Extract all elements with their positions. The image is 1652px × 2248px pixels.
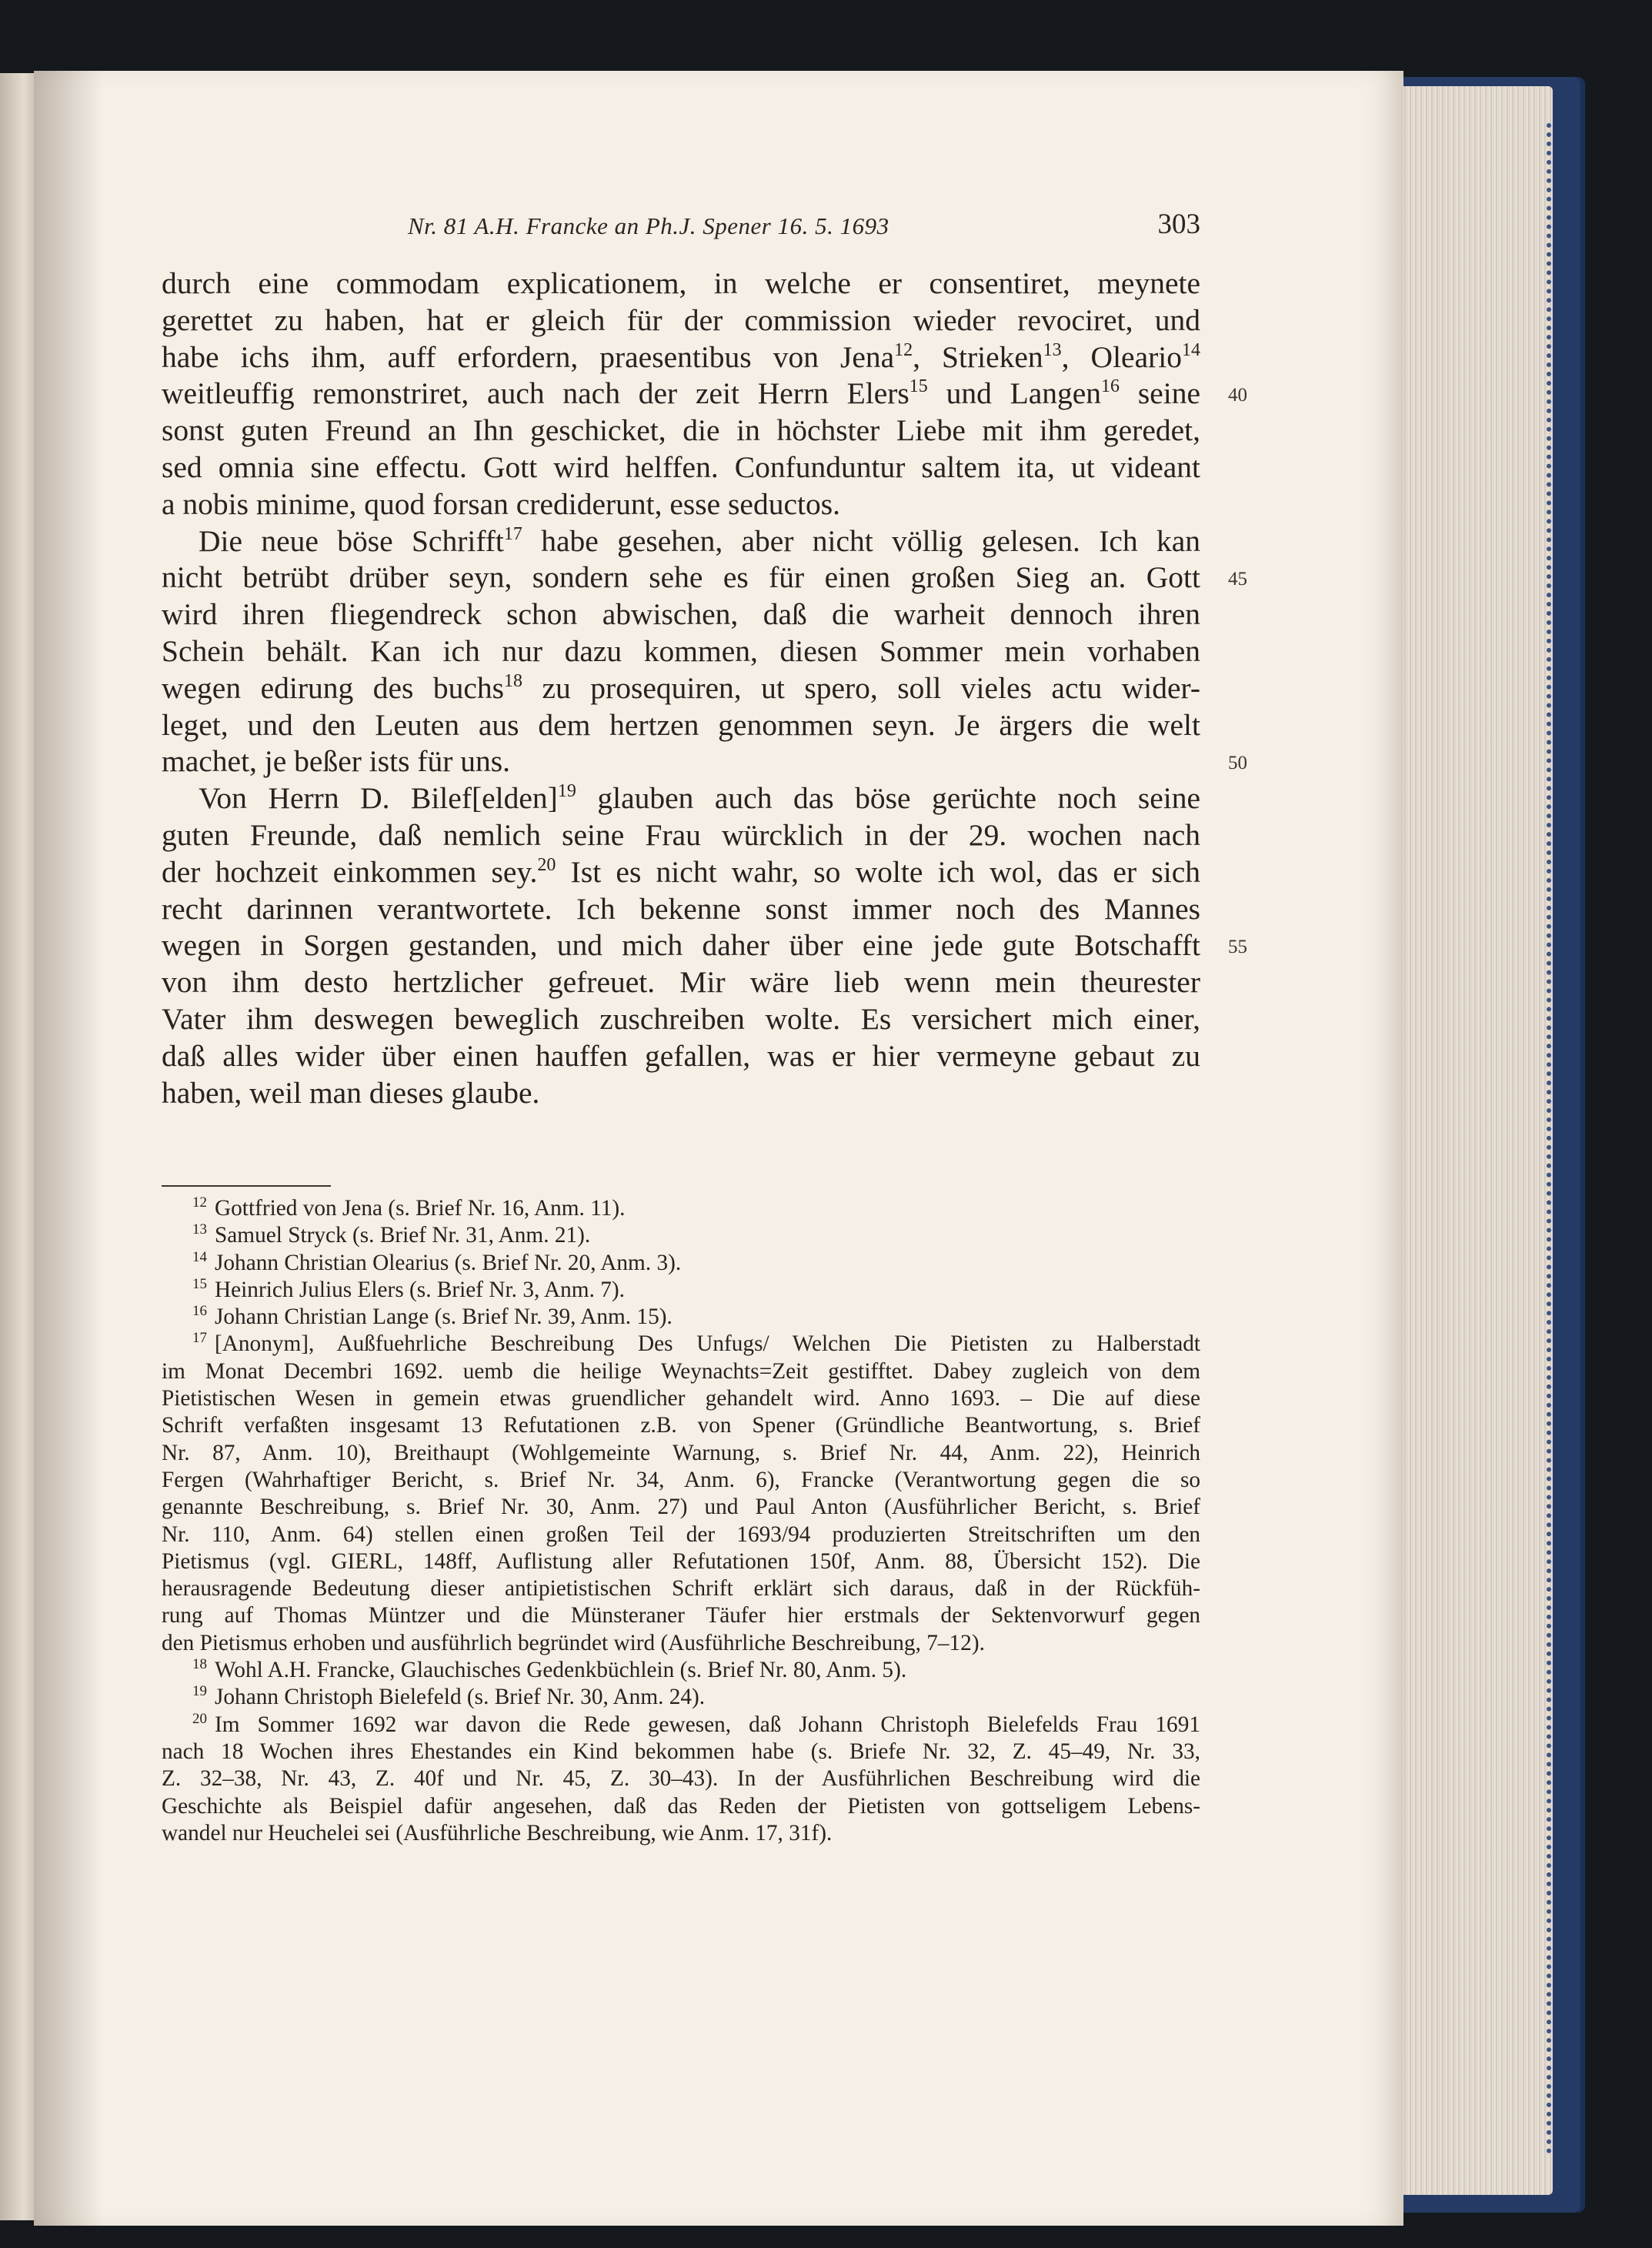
text-line: a nobis minime, quod forsan crediderunt, esse seductos. <box>162 486 840 521</box>
footnote-marker: 12 <box>894 339 913 360</box>
footnote-line: nach 18 Wochen ihres Ehestandes ein Kind bekommen habe (s. Briefe Nr. 32, Z. 45–49, Nr. 33, <box>162 1739 1200 1764</box>
footnote-line: im Monat Decembri 1692. uemb die heilige Weynachts=Zeit gestifftet. Dabey zugleich von dem <box>162 1358 1200 1384</box>
footnote-marker: 18 <box>504 670 523 691</box>
text-line: guten Freunde, daß nemlich seine Frau würcklich in der 29. wochen nach <box>162 817 1200 852</box>
footnote-line: $^{18}$ Wohl A.H. Francke, Glauchisches Gedenkbüchlein (s. Brief Nr. 80, Anm. 5). <box>192 1656 907 1683</box>
footnote-line: $^{19}$ Johann Christoph Bielefeld (s. Brief Nr. 30, Anm. 24). <box>192 1683 706 1710</box>
footnote-line: Nr. 110, Anm. 64) stellen einen großen Teil der 1693/94 produzierten Streitschriften um den <box>162 1521 1200 1547</box>
footnote-marker: 14 <box>192 1248 207 1265</box>
footnote-marker: 15 <box>192 1275 207 1292</box>
footnote-marker: 19 <box>557 781 576 802</box>
footnote-line: wandel nur Heuchelei sei (Ausführliche Beschreibung, wie Anm. 17, 31f). <box>162 1820 833 1845</box>
footnote-marker: 17 <box>192 1330 207 1347</box>
footnote-line: Z. 32–38, Nr. 43, Z. 40f und Nr. 45, Z. 30–43). In der Ausführlichen Beschreibung wird die <box>162 1766 1200 1792</box>
page-number: 303 <box>1157 209 1200 240</box>
footnote-marker: 18 <box>192 1656 207 1673</box>
footnote-marker: 17 <box>503 523 522 544</box>
footnote-marker: 20 <box>537 854 556 875</box>
previous-page-edge <box>0 73 34 2220</box>
footnote-line: den Pietismus erhoben und ausführlich begründet wird (Ausführliche Beschreibung, 7–12). <box>162 1630 985 1655</box>
footnote-marker: 14 <box>1182 339 1200 360</box>
text-line: Schein behält. Kan ich nur dazu kommen, diesen Sommer mein vorhaben <box>162 633 1200 668</box>
text-line: habe ichs ihm, auff erfordern, praesentibus von Jena$^{12}$, Strieken$^{13}$, Oleario$^{14}$ <box>162 339 1200 374</box>
footnote-line: rung auf Thomas Müntzer und die Münsteraner Täufer hier erstmals der Sektenvorwurf gegen <box>162 1603 1200 1628</box>
text-line: wegen in Sorgen gestanden, und mich daher über eine jede gute Botschafft <box>162 928 1200 963</box>
footnote-line: $^{14}$ Johann Christian Olearius (s. Brief Nr. 20, Anm. 3). <box>192 1248 682 1275</box>
footnote-line: Pietistischen Wesen in gemein etwas gruendlicher gehandelt wird. Anno 1693. – Die auf diese <box>162 1386 1200 1411</box>
line-number: 55 <box>1228 937 1247 958</box>
footnote-marker: 12 <box>192 1194 207 1211</box>
text-line: daß alles wider über einen hauffen gefallen, was er hier vermeyne gebaut zu <box>162 1038 1200 1073</box>
text-line: von ihm desto hertzlicher gefreuet. Mir wäre lieb wenn mein theurester <box>162 965 1200 1000</box>
page-edges <box>1385 86 1553 2195</box>
text-line: sed omnia sine effectu. Gott wird helffen. Confunduntur saltem ita, ut videant <box>162 449 1200 484</box>
text-line: Vater ihm deswegen beweglich zuschreiben wolte. Es versichert mich einer, <box>162 1001 1200 1036</box>
text-line: der hochzeit einkommen sey.$^{20}$ Ist es nicht wahr, so wolte ich wol, das er sich <box>162 854 1200 889</box>
letter-text <box>162 266 1200 1111</box>
line-number: 45 <box>1228 569 1247 590</box>
footnote-line: Nr. 87, Anm. 10), Breithaupt (Wohlgemeinte Warnung, s. Brief Nr. 44, Anm. 22), Heinrich <box>162 1440 1200 1465</box>
footnote-marker: 16 <box>192 1303 207 1320</box>
footnote-marker: 19 <box>192 1683 207 1700</box>
page-header <box>162 206 1200 252</box>
footnote-marker: 13 <box>192 1221 207 1238</box>
footnotes <box>162 1195 1200 1847</box>
text-line: recht darinnen verantwortete. Ich bekenne sonst immer noch des Mannes <box>162 891 1200 926</box>
text-line: Die neue böse Schrifft$^{17}$ habe gesehen, aber nicht völlig gelesen. Ich kan <box>199 523 1200 558</box>
text-line: wegen edirung des buchs$^{18}$ zu prosequiren, ut spero, soll vieles actu wider- <box>162 670 1201 705</box>
text-line: gerettet zu haben, hat er gleich für der commission wieder revociret, und <box>162 302 1200 337</box>
footnote-line: Schrift verfaßten insgesamt 13 Refutationen z.B. von Spener (Gründliche Beantwortung, s. Brief <box>162 1413 1200 1438</box>
footnote-line: Pietismus (vgl. GIERL, 148ff, Auflistung aller Refutationen 150f, Anm. 88, Übersicht 152). Die <box>162 1548 1200 1574</box>
footnote-line: $^{15}$ Heinrich Julius Elers (s. Brief Nr. 3, Anm. 7). <box>192 1275 625 1302</box>
footnote-line: Fergen (Wahrhaftiger Bericht, s. Brief Nr. 34, Anm. 6), Francke (Verantwortung gegen die so <box>162 1467 1200 1492</box>
footnote-marker: 15 <box>909 376 928 397</box>
text-line: machet, je beßer ists für uns. <box>162 744 511 779</box>
footnote-line: $^{17}$ [Anonym], Außfuehrliche Beschreibung Des Unfugs/ Welchen Die Pietisten zu Halberstadt <box>192 1330 1200 1357</box>
footnote-marker: 13 <box>1043 339 1062 360</box>
line-number: 40 <box>1228 385 1247 406</box>
footnote-line: $^{20}$ Im Sommer 1692 war davon die Rede gewesen, daß Johann Christoph Bielefelds Frau 1691 <box>192 1710 1200 1737</box>
gutter-shadow <box>34 71 103 2226</box>
footnote-marker: 20 <box>192 1710 207 1727</box>
text-line: leget, und den Leuten aus dem hertzen genommen seyn. Je ärgers die welt <box>162 707 1200 742</box>
text-line: haben, weil man dieses glaube. <box>162 1075 540 1110</box>
footnote-separator <box>162 1185 331 1187</box>
text-line: nicht betrübt drüber seyn, sondern sehe es für einen großen Sieg an. Gott <box>162 560 1200 595</box>
running-head: Nr. 81 A.H. Francke an Ph.J. Spener 16. 5. 1693 <box>408 212 889 239</box>
footnote-line: $^{12}$ Gottfried von Jena (s. Brief Nr. 16, Anm. 11). <box>192 1194 626 1221</box>
footnote-line: $^{16}$ Johann Christian Lange (s. Brief Nr. 39, Anm. 15). <box>192 1303 672 1330</box>
line-number: 50 <box>1228 753 1247 774</box>
text-line: sonst guten Freund an Ihn geschicket, die in höchster Liebe mit ihm geredet, <box>162 413 1200 448</box>
text-line: weitleuffig remonstriret, auch nach der zeit Herrn Elers$^{15}$ und Langen$^{16}$ seine <box>162 376 1200 411</box>
text-line: durch eine commodam explicationem, in welche er consentiret, meynete <box>162 266 1200 300</box>
text-line: wird ihren fliegendreck schon abwischen, daß die warheit dennoch ihren <box>162 597 1200 632</box>
footnote-line: Geschichte als Beispiel dafür angesehen, daß das Reden der Pietisten von gottseligem Lebens- <box>162 1793 1200 1819</box>
footnote-line: genannte Beschreibung, s. Brief Nr. 30, Anm. 27) und Paul Anton (Ausführlicher Bericht, s. Brief <box>162 1495 1200 1520</box>
footnote-line: $^{13}$ Samuel Stryck (s. Brief Nr. 31, Anm. 21). <box>192 1221 591 1248</box>
footnote-marker: 16 <box>1101 376 1120 397</box>
cover-stitching <box>1547 123 1551 2155</box>
text-line: Von Herrn D. Bilef[elden]$^{19}$ glauben auch das böse gerüchte noch seine <box>199 781 1201 816</box>
footnote-line: herausragende Bedeutung dieser antipietistischen Schrift erklärt sich daraus, daß in der Rückfüh- <box>162 1576 1200 1602</box>
